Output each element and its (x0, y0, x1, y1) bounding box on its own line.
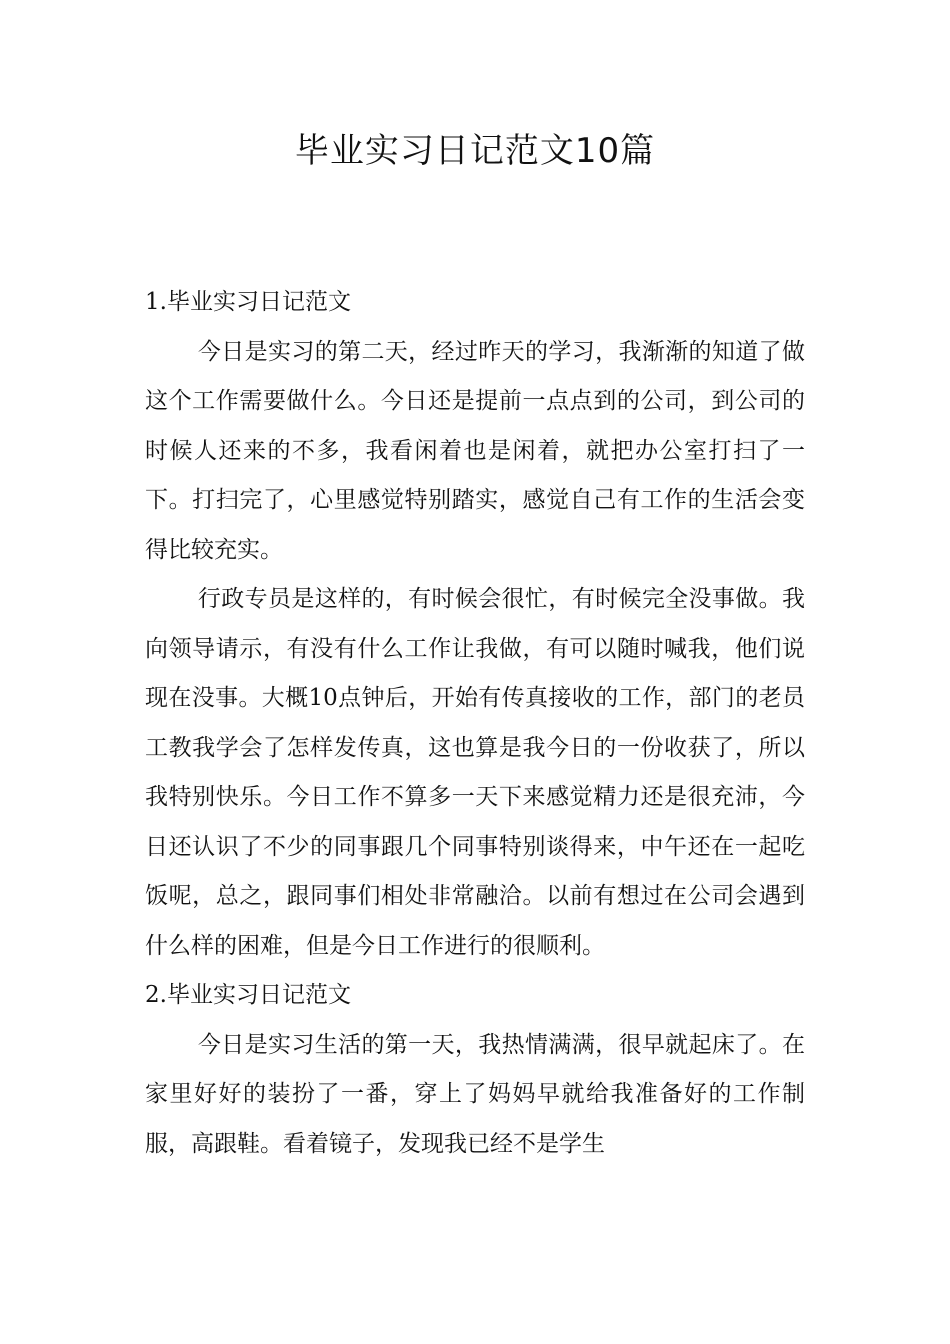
section-heading: 2.毕业实习日记范文 (145, 982, 351, 1008)
document-title: 毕业实习日记范文10篇 (294, 131, 656, 171)
section-2 (145, 971, 805, 1169)
paragraph: 今日是实习生活的第一天，我热情满满，很早就起床了。在家里好好的装扮了一番，穿上了妈妈早就给我准备好的工作制 服，高跟鞋。看着镜子，发现我已经不是学生 (145, 1031, 805, 1157)
document-body (145, 278, 805, 1169)
section-heading: 1.毕业实习日记范文 (145, 289, 351, 315)
section-1 (145, 278, 805, 971)
paragraph: 行政专员是这样的，有时候会很忙，有时候完全没事做。我向领导请示，有没有什么工作让我做，有可以随时喊我，他们说现在没事。大概10点钟后，开始有传真接收的工作，部门的老员工教我学会了怎样发传真，这也算是我今日的一份收获了，所以我特别快乐。今日工作不算多一天下来感觉精力还是很充沛，今日还认识了不少的同事跟几个同事特别谈得来，中午还在一起吃饭呢，总之，跟同事们相处非常融洽。以前有想过在公司会遇到什么样的困难，但是今日工作进行的很顺利。 (145, 586, 805, 959)
paragraph: 今日是实习的第二天，经过昨天的学习，我渐渐的知道了做这个工作需要做什么。今日还是提前一点点到的公司，到公司的时候人还来的不多，我看闲着也是闲着，就把办公室打扫了一下。打扫完了，心里感觉特别踏实，感觉自己有工作的生活会变得比较充实。 (145, 338, 805, 563)
